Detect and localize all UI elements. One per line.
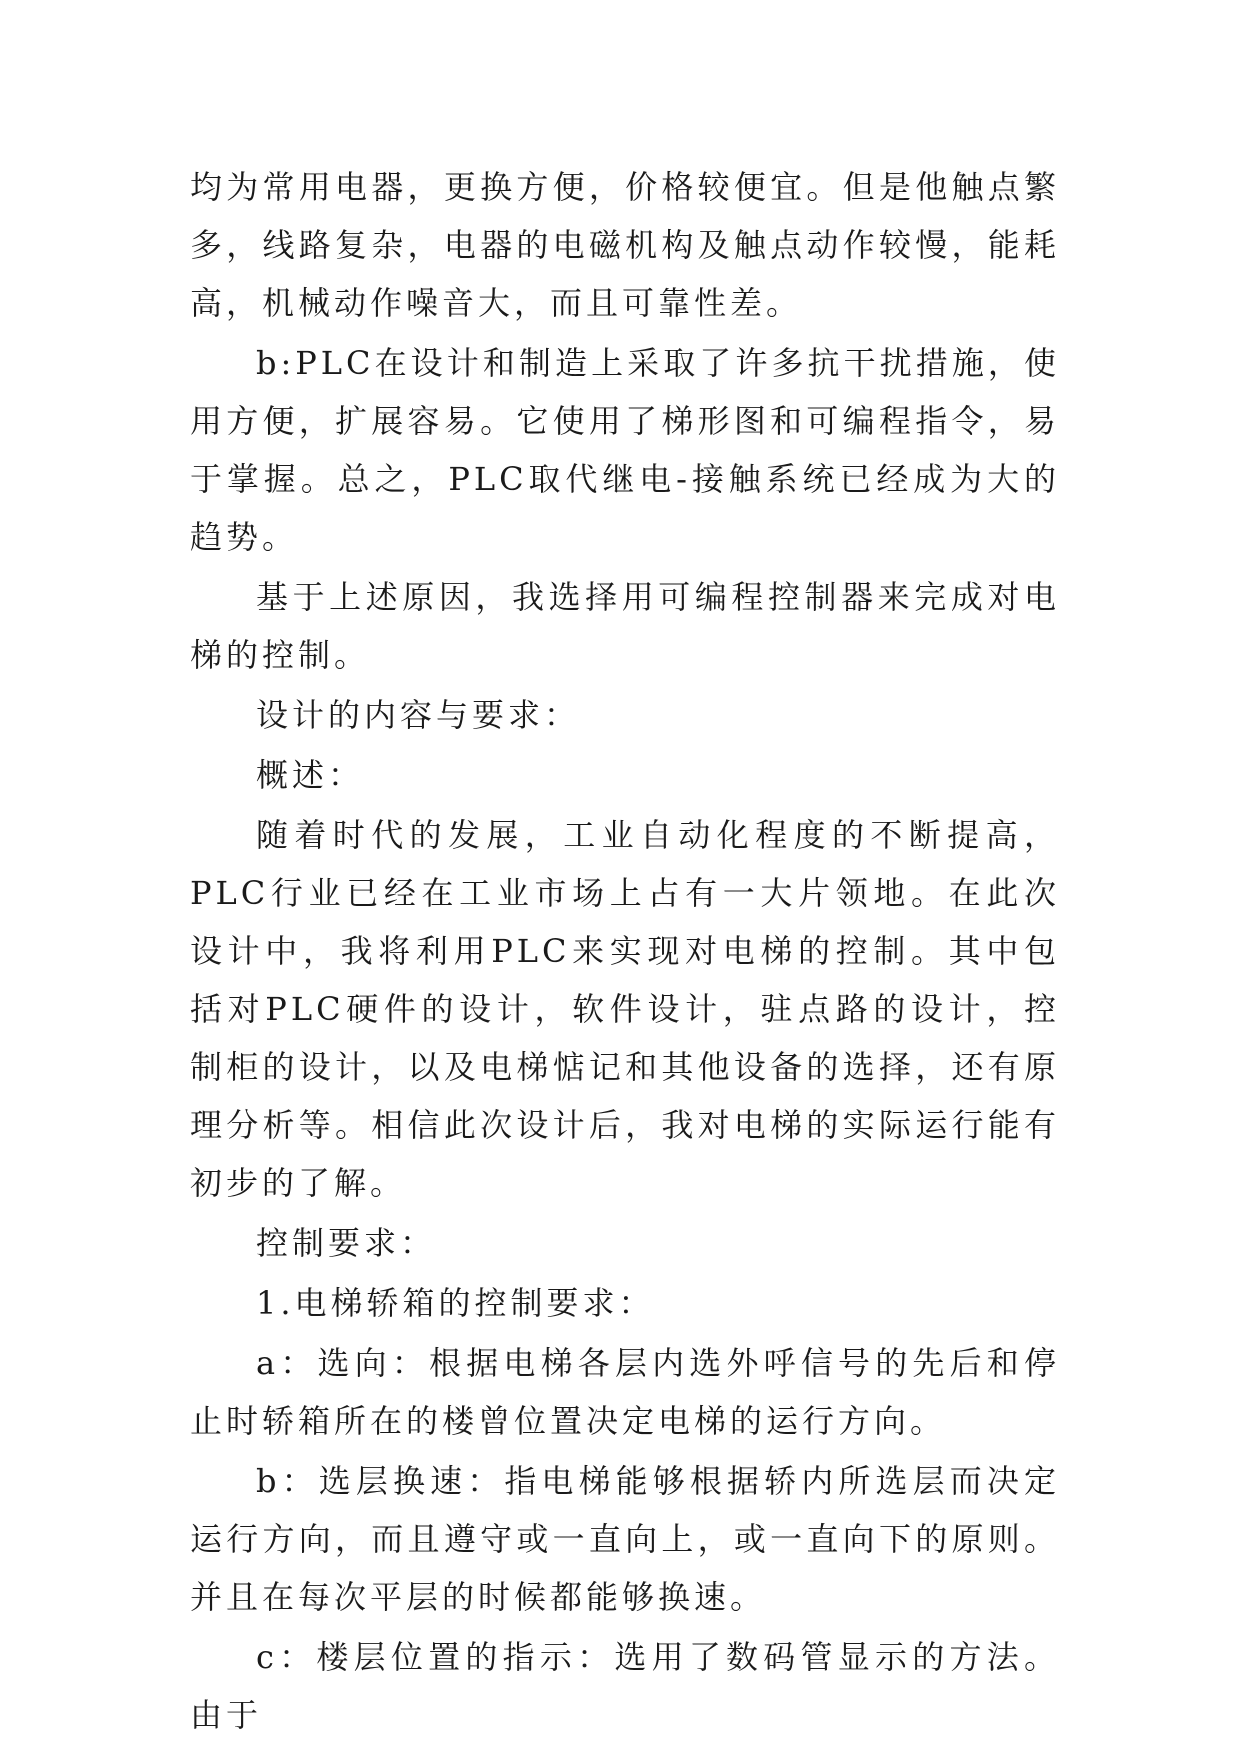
paragraph: 基于上述原因，我选择用可编程控制器来完成对电梯的控制。 bbox=[190, 578, 1060, 674]
paragraph: 随着时代的发展，工业自动化程度的不断提高，PLC行业已经在工业市场上占有一大片领地。在此次设计中，我将利用PLC来实现对电梯的控制。其中包括对PLC硬件的设计，软件设计，驻点路的设计，控制柜的设计，以及电梯惦记和其他设备的选择，还有原理分析等。相信此次设计后，我对电梯的实际运行能有初步的了解。 bbox=[190, 816, 1060, 1202]
paragraph: 均为常用电器，更换方便，价格较便宜。但是他触点繁多，线路复杂，电器的电磁机构及触点动作较慢，能耗高，机械动作噪音大，而且可靠性差。 bbox=[190, 168, 1060, 322]
paragraph: b：选层换速：指电梯能够根据轿内所选层而决定运行方向，而且遵守或一直向上，或一直向下的原则。并且在每次平层的时候都能够换速。 bbox=[190, 1462, 1060, 1616]
document-body bbox=[190, 158, 1060, 1746]
paragraph: b:PLC在设计和制造上采取了许多抗干扰措施，使用方便，扩展容易。它使用了梯形图和可编程指令，易于掌握。总之，PLC取代继电-接触系统已经成为大的趋势。 bbox=[190, 344, 1060, 556]
section-heading: 1.电梯轿箱的控制要求： bbox=[256, 1284, 655, 1322]
section-heading: 设计的内容与要求： bbox=[256, 696, 581, 734]
section-heading: 控制要求： bbox=[256, 1224, 437, 1262]
paragraph: c：楼层位置的指示：选用了数码管显示的方法。由于 bbox=[190, 1638, 1060, 1734]
section-heading: 概述： bbox=[256, 756, 365, 794]
paragraph: a：选向：根据电梯各层内选外呼信号的先后和停止时轿箱所在的楼曾位置决定电梯的运行方向。 bbox=[190, 1344, 1060, 1440]
